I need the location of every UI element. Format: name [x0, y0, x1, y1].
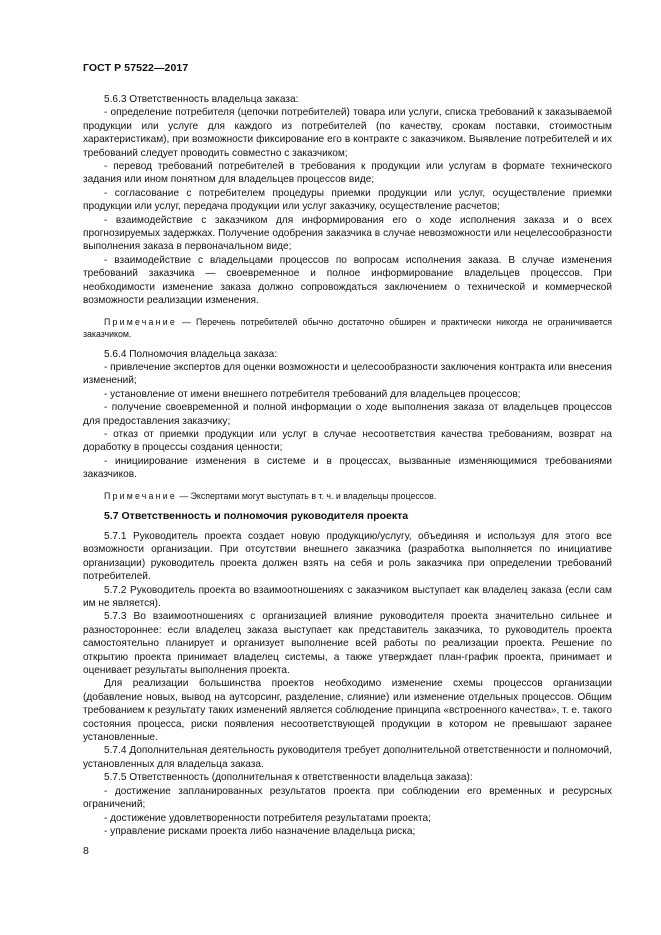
list-item: - привлечение экспертов для оценки возможности и целесообразности заключения контракта или внесения изменений; [83, 361, 612, 387]
note-text: — Перечень потребителей обычно достаточно обширен и практически никогда не ограничивается заказчиком. [83, 316, 612, 339]
list-item: - перевод требований потребителей в требования к продукции или услугам в формате технического задания или ином понятном для владельцев процессов виде; [83, 161, 612, 186]
paragraph: 5.7.1 Руководитель проекта создает новую продукцию/услугу, объединяя и используя для этого все возможности организации. При отсутствии внешнего заказчика (разработка выполняется по инициативе организации) руководитель проекта должен взять на себя и роль заказчика при определении требований потребителей. [83, 530, 612, 583]
section-5-6-4-title: 5.6.4 Полномочия владельца заказа: [104, 348, 278, 360]
note-label: Примечание [104, 316, 177, 327]
list-item: - достижение удовлетворенности потребителя результатами проекта; [104, 812, 431, 824]
paragraph: 5.7.4 Дополнительная деятельность руководителя требует дополнительной ответственности и полномочий, установленных для владельца заказа. [83, 745, 612, 770]
list-item: - отказ от приемки продукции или услуг в случае несоответствия качества требованиям, возврат на доработку в процессы создания ценности; [83, 428, 612, 454]
list-item: - определение потребителя (цепочки потребителей) товара или услуги, списка требований к заказываемой продукции или услуге для каждого из потребителей (по качеству, срокам поставки, стоимостным характеристикам), при возможности фиксирование его в контракте с заказчиком. Выявление потребителей и их требований следует проводить совместно с заказчиком; [83, 107, 612, 159]
document-header: ГОСТ Р 57522—2017 [83, 62, 189, 74]
note-label: Примечание [104, 490, 177, 501]
list-item: - установление от имени внешнего потребителя требований для владельцев процессов; [104, 388, 521, 400]
section-5-6-3-title: 5.6.3 Ответственность владельца заказа: [104, 94, 299, 105]
paragraph: 5.7.3 Во взаимоотношениях с организацией влияние руководителя проекта значительно сильнее и разностороннее: если владелец заказа выступает как представитель заказчика, то руководитель проекта самостоятельно планирует и организует выполнение всей работы по реализации проекта. Решение по открытию проекта принимает владелец системы, а также утверждает план-график проекта, принимает и оценивает результаты выполнения проекта. [83, 611, 612, 677]
list-item: - получение своевременной и полной информации о ходе выполнения заказа от владельцев процессов для предоставления заказчику; [83, 402, 612, 427]
list-item: - достижение запланированных результатов проекта при соблюдении его временных и ресурсных ограничений; [83, 785, 612, 811]
paragraph: 5.7.2 Руководитель проекта во взаимоотношениях с заказчиком выступает как владелец заказа (если сам им не является). [83, 584, 612, 609]
list-item: - инициирование изменения в системе и в процессах, вызванные изменяющимися требованиями заказчиков. [83, 455, 612, 481]
page-content [83, 93, 612, 838]
list-item: - взаимодействие с заказчиком для информирования его о ходе исполнения заказа и о всех прогнозируемых задержках. Получение одобрения заказчика в случае невозможности или нецелесообразности выполнения заказа в первоначальном виде; [83, 214, 612, 253]
note-5-6-4 [83, 490, 612, 502]
list-item: - взаимодействие с владельцами процессов по вопросам исполнения заказа. В случае изменения требований заказчика — своевременное и полное информирование владельцев процессов. При необходимости изменение заказа должно сопровождаться заключением о технической и коммерческой возможности реализации изменения. [83, 254, 612, 307]
paragraph: Для реализации большинства проектов необходимо изменение схемы процессов организации (добавление новых, вывод на аутсорсинг, разделение, слияние) или изменение отдельных процессов. Общим требованием к результату таких изменений является соблюдение принципа «встроенного качества», т. е. такого состояния процесса, риски появления несоответствующей продукции в котором не превышают заранее установленные. [83, 678, 612, 744]
list-item: - согласование с потребителем процедуры приемки продукции или услуг, осуществление приемки продукции или услуг, передача продукции или услуг заказчику, осуществление расчетов; [83, 187, 612, 213]
paragraph: 5.7.5 Ответственность (дополнительная к ответственности владельца заказа): [104, 772, 473, 784]
note-text: — Экспертами могут выступать в т. ч. и владельцы процессов. [176, 490, 437, 501]
page-number: 8 [83, 845, 89, 857]
section-5-7-heading: 5.7 Ответственность и полномочия руководителя проекта [104, 509, 409, 522]
list-item: - управление рисками проекта либо назначение владельца риска; [104, 825, 416, 837]
note-5-6-3 [83, 316, 612, 340]
